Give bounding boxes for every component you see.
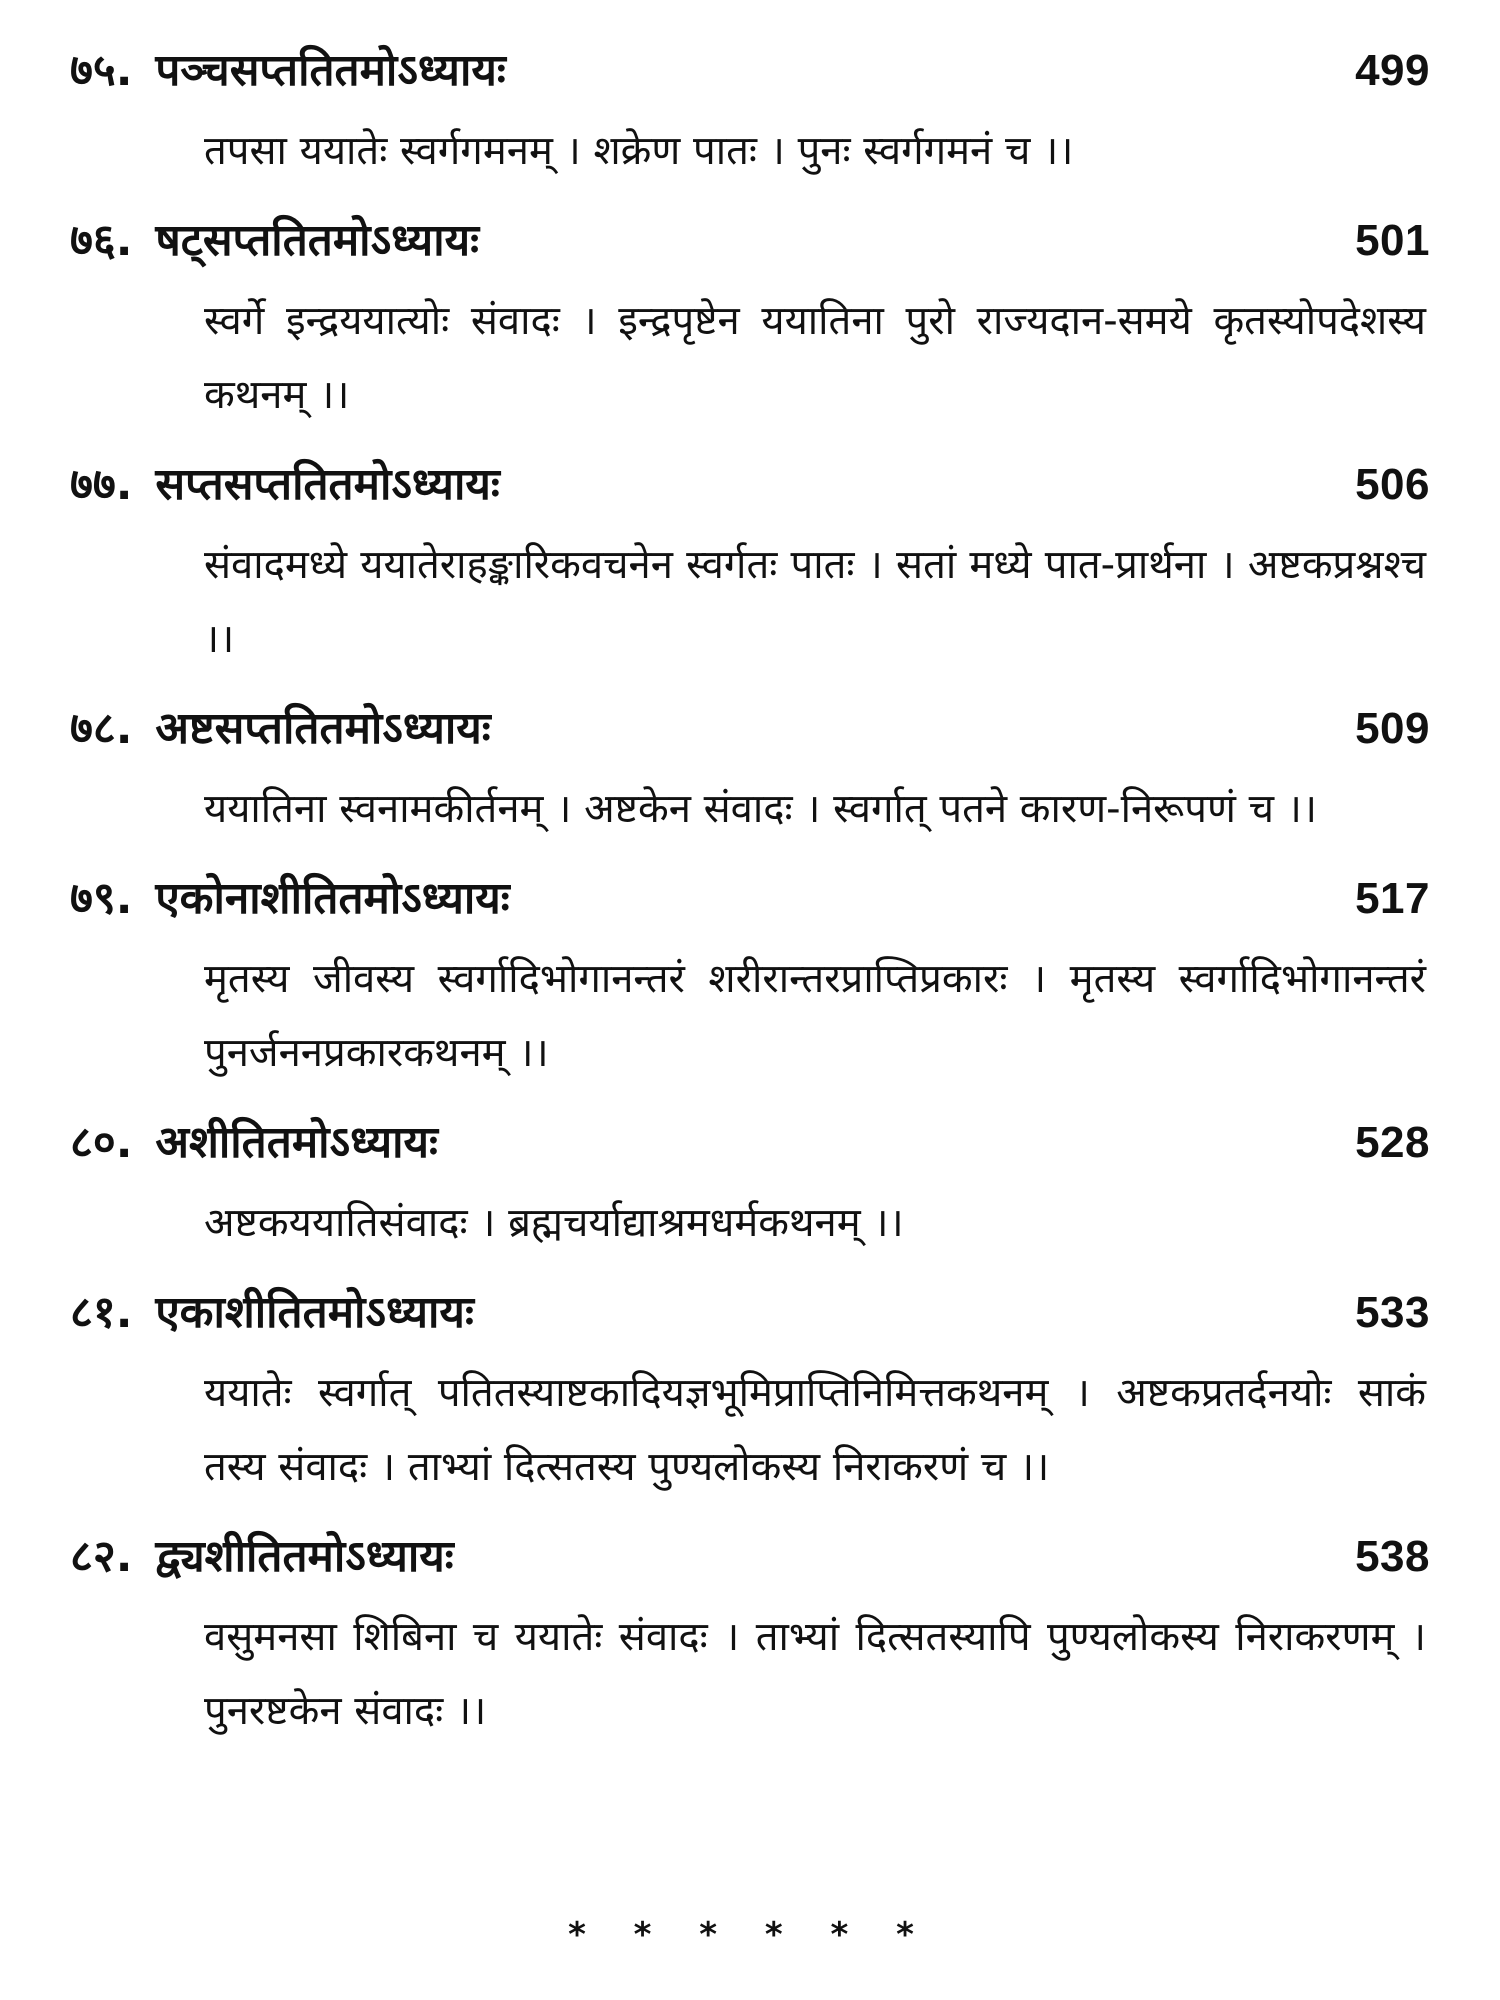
chapter-summary: अष्टकययातिसंवादः । ब्रह्मचर्याद्याश्रमधर्मकथनम् ।। (204, 1200, 904, 1246)
chapter-name: एकोनाशीतितमोऽध्यायः (155, 873, 510, 924)
chapter-summary: वसुमनसा शिबिना च ययातेः संवादः । ताभ्यां दित्सतस्यापि पुण्यलोकस्य निराकरणम् । पुनरष्टकेन संवादः ।। (204, 1614, 1426, 1734)
toc-entry-heading (70, 198, 1430, 284)
chapter-summary: ययातिना स्वनामकीर्तनम् । अष्टकेन संवादः । स्वर्गात् पतने कारण-निरूपणं च ।। (204, 786, 1318, 832)
toc-entry-79 (70, 856, 1430, 1090)
page-number: 506 (1355, 460, 1430, 509)
chapter-title (70, 1100, 438, 1186)
chapter-title (70, 686, 491, 772)
chapter-number: ७५. (70, 45, 133, 96)
toc-entry-80 (70, 1100, 1430, 1260)
page-number: 528 (1355, 1118, 1430, 1167)
end-ornament-stars: * * * * * * (568, 1915, 932, 1955)
chapter-name: एकाशीतितमोऽध्यायः (155, 1287, 474, 1338)
toc-entry-heading (70, 1100, 1430, 1186)
toc-entry-heading (70, 686, 1430, 772)
chapter-title (70, 28, 506, 114)
chapter-number: ७८. (70, 703, 133, 754)
toc-entry-76 (70, 198, 1430, 432)
chapter-number: ७७. (70, 459, 133, 510)
chapter-summary: ययातेः स्वर्गात् पतितस्याष्टकादियज्ञभूमिप्राप्तिनिमित्तकथनम् । अष्टकप्रतर्दनयोः साकं तस्य संवादः । ताभ्यां दित्सतस्य पुण्यलोकस्य निराकरणं च ।। (204, 1370, 1426, 1490)
page-number: 533 (1355, 1288, 1430, 1337)
chapter-title (70, 856, 510, 942)
page-number: 538 (1355, 1532, 1430, 1581)
chapter-name: षट्सप्ततितमोऽध्यायः (155, 215, 479, 266)
chapter-title (70, 1514, 454, 1600)
chapter-name: सप्तसप्ततितमोऽध्यायः (155, 459, 500, 510)
chapter-number: ८१. (70, 1287, 133, 1338)
toc-entry-75 (70, 28, 1430, 188)
chapter-name: द्व्यशीतितमोऽध्यायः (155, 1531, 454, 1582)
toc-entry-heading (70, 856, 1430, 942)
chapter-number: ७९. (70, 873, 133, 924)
chapter-name: पञ्चसप्ततितमोऽध्यायः (155, 45, 506, 96)
toc-entry-81 (70, 1270, 1430, 1504)
toc-entry-heading (70, 442, 1430, 528)
page-number: 501 (1355, 216, 1430, 265)
chapter-summary: मृतस्य जीवस्य स्वर्गादिभोगानन्तरं शरीरान्तरप्राप्तिप्रकारः । मृतस्य स्वर्गादिभोगानन्तरं पुनर्जननप्रकारकथनम् ।। (204, 956, 1426, 1076)
chapter-title (70, 442, 500, 528)
toc-entry-77 (70, 442, 1430, 676)
toc-entry-82 (70, 1514, 1430, 1748)
chapter-title (70, 1270, 474, 1356)
toc-entry-heading (70, 1514, 1430, 1600)
page-number: 517 (1355, 874, 1430, 923)
chapter-name: अशीतितमोऽध्यायः (155, 1117, 438, 1168)
page-number: 509 (1355, 704, 1430, 753)
chapter-name: अष्टसप्ततितमोऽध्यायः (155, 703, 491, 754)
chapter-number: ७६. (70, 215, 133, 266)
chapter-summary: स्वर्गे इन्द्रययात्योः संवादः । इन्द्रपृष्टेन ययातिना पुरो राज्यदान-समये कृतस्योपदेशस्य कथनम् ।। (204, 298, 1426, 418)
chapter-title (70, 198, 479, 284)
toc-entry-heading (70, 28, 1430, 114)
chapter-number: ८२. (70, 1531, 133, 1582)
chapter-summary: तपसा ययातेः स्वर्गगमनम् । शक्रेण पातः । पुनः स्वर्गगमनं च ।। (204, 128, 1074, 174)
chapter-number: ८०. (70, 1117, 133, 1168)
page-number: 499 (1355, 46, 1430, 95)
toc-entry-heading (70, 1270, 1430, 1356)
chapter-summary: संवादमध्ये ययातेराहङ्कारिकवचनेन स्वर्गतः पातः । सतां मध्ये पात-प्रार्थना । अष्टकप्रश्नश्च ।। (204, 542, 1426, 662)
toc-entry-78 (70, 686, 1430, 846)
